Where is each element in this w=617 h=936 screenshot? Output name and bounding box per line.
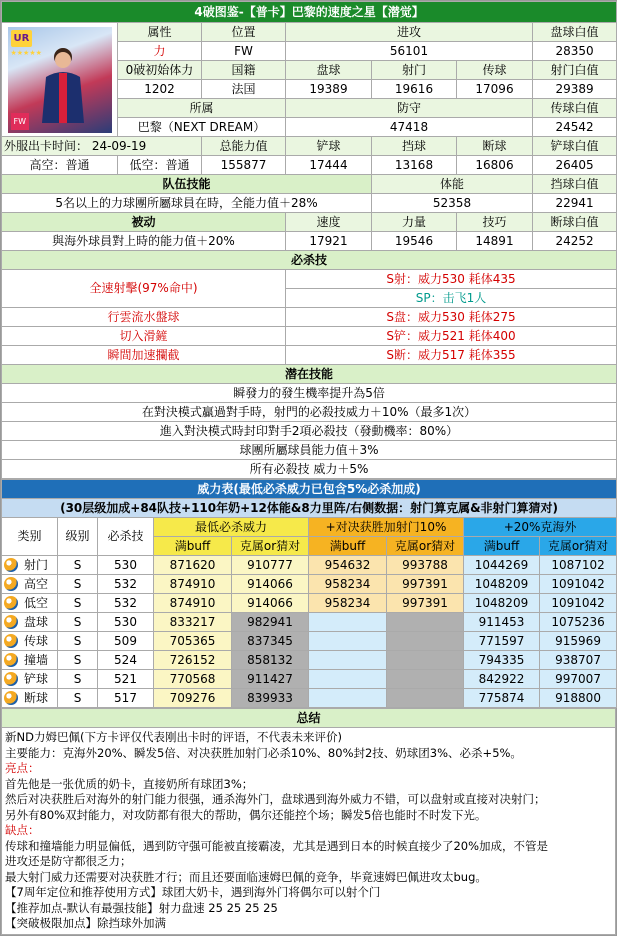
label-power: 力量 bbox=[372, 213, 457, 232]
summary-body bbox=[2, 728, 616, 935]
power-value: 1091042 bbox=[540, 594, 617, 613]
potential-item: 所有必殺技 威力＋5% bbox=[2, 460, 617, 479]
skill-name-2: 行雲流水盤球 bbox=[2, 308, 286, 327]
value-position: FW bbox=[202, 42, 286, 61]
header-low-power: 最低必杀威力 bbox=[154, 518, 309, 537]
power-level: S bbox=[58, 575, 98, 594]
label-dribble-base: 盘球白值 bbox=[533, 23, 617, 42]
header-overseas-bonus: +20%克海外 bbox=[464, 518, 617, 537]
power-skill: 530 bbox=[98, 613, 154, 632]
power-value: 954632 bbox=[309, 556, 387, 575]
power-value: 837345 bbox=[232, 632, 309, 651]
value-attribute: 力 bbox=[118, 42, 202, 61]
power-skill: 517 bbox=[98, 689, 154, 708]
power-value bbox=[387, 689, 464, 708]
skill-name-4: 瞬間加速攔截 bbox=[2, 346, 286, 365]
power-value: 1048209 bbox=[464, 594, 540, 613]
power-value: 911453 bbox=[464, 613, 540, 632]
summary-line: 【突破极限加点】除挡球外加满 bbox=[5, 916, 166, 930]
power-value: 871620 bbox=[154, 556, 232, 575]
power-value: 958234 bbox=[309, 594, 387, 613]
header-duel-bonus: +对决获胜加射门10% bbox=[309, 518, 464, 537]
label-nationality: 国籍 bbox=[202, 61, 286, 80]
label-technique: 技巧 bbox=[457, 213, 533, 232]
power-level: S bbox=[58, 689, 98, 708]
power-value: 915969 bbox=[540, 632, 617, 651]
power-value: 911427 bbox=[232, 670, 309, 689]
power-level: S bbox=[58, 651, 98, 670]
power-value: 914066 bbox=[232, 575, 309, 594]
power-value: 842922 bbox=[464, 670, 540, 689]
power-value bbox=[309, 670, 387, 689]
label-physical: 体能 bbox=[372, 175, 533, 194]
power-value: 914066 bbox=[232, 594, 309, 613]
power-type-label: 高空 bbox=[24, 576, 49, 591]
power-value: 1091042 bbox=[540, 575, 617, 594]
ball-icon bbox=[4, 577, 18, 591]
value-pass: 17096 bbox=[457, 80, 533, 99]
skill-name-3: 切入滑鏟 bbox=[2, 327, 286, 346]
power-value: 1075236 bbox=[540, 613, 617, 632]
label-team-skill: 队伍技能 bbox=[2, 175, 372, 194]
ball-icon bbox=[4, 672, 18, 686]
rarity-badge: UR bbox=[11, 30, 33, 47]
ball-icon bbox=[4, 691, 18, 705]
sub-full-buff: 满buff bbox=[464, 537, 540, 556]
power-value: 938707 bbox=[540, 651, 617, 670]
power-skill: 524 bbox=[98, 651, 154, 670]
summary-line: 传球和撞墙能力明显偏低，遇到防守强可能被直接霸凌，尤其是遇到日本的时候直接少了20%加成，不管是 bbox=[5, 838, 549, 853]
power-type bbox=[2, 613, 58, 632]
label-passive: 被动 bbox=[2, 213, 286, 232]
power-value: 858132 bbox=[232, 651, 309, 670]
potential-item: 在對決模式贏過對手時，射門的必殺技威力＋10%（最多1次） bbox=[2, 403, 617, 422]
power-value: 1048209 bbox=[464, 575, 540, 594]
power-value bbox=[309, 651, 387, 670]
power-value: 918800 bbox=[540, 689, 617, 708]
summary-line: 最大射门威力还需要对决获胜才行；而且还要面临速姆巴佩的竞争，毕竟速姆巴佩进攻太bug。 bbox=[5, 869, 487, 884]
summary-line: 另外有80%双封能力，对攻防都有很大的帮助，偶尔还能控个场；瞬发5倍也能时不时发下光。 bbox=[5, 807, 487, 822]
power-value bbox=[387, 670, 464, 689]
power-value bbox=[387, 651, 464, 670]
label-stamina: 0破初始体力 bbox=[118, 61, 202, 80]
sub-full-buff: 满buff bbox=[154, 537, 232, 556]
power-skill: 532 bbox=[98, 575, 154, 594]
power-skill: 530 bbox=[98, 556, 154, 575]
value-team-skill: 5名以上的力球團所屬球員在時，全能力值＋28% bbox=[2, 194, 372, 213]
ball-icon bbox=[4, 596, 18, 610]
potential-item: 球團所屬球員能力值＋3% bbox=[2, 441, 617, 460]
power-level: S bbox=[58, 594, 98, 613]
summary-line: 新ND力姆巴佩(下方卡评仅代表刚出卡时的评语，不代表未来评价) bbox=[5, 730, 342, 744]
power-type-label: 撞墙 bbox=[24, 652, 49, 667]
summary-line: 【推荐加点-默认有最强技能】射力盘速 25 25 25 25 bbox=[5, 900, 278, 915]
power-value bbox=[309, 613, 387, 632]
power-value: 726152 bbox=[154, 651, 232, 670]
power-skill: 532 bbox=[98, 594, 154, 613]
power-subtitle: (30层级加成+84队技+110年奶+12体能&8力里阵/右侧数据：射门算克属&非射门算猜对) bbox=[2, 499, 617, 518]
skill-effect-2: S盘：威力530 耗体275 bbox=[286, 308, 617, 327]
header-type: 类别 bbox=[2, 518, 58, 556]
power-value: 771597 bbox=[464, 632, 540, 651]
power-type-label: 低空 bbox=[24, 595, 49, 610]
player-figure-icon bbox=[38, 43, 88, 123]
stars-icon: ★★★★★ bbox=[10, 48, 42, 57]
power-type bbox=[2, 556, 58, 575]
power-value: 794335 bbox=[464, 651, 540, 670]
label-position: 位置 bbox=[202, 23, 286, 42]
label-pass: 传球 bbox=[457, 61, 533, 80]
power-value: 958234 bbox=[309, 575, 387, 594]
power-value: 874910 bbox=[154, 575, 232, 594]
info-table bbox=[1, 1, 617, 479]
value-dribble-base: 28350 bbox=[533, 42, 617, 61]
summary-weakness-label: 缺点： bbox=[5, 823, 40, 837]
skill-name-1: 全速射擊(97%命中) bbox=[2, 270, 286, 308]
release-date: 外服出卡时间： 24-09-19 bbox=[2, 137, 202, 156]
power-row bbox=[2, 632, 617, 651]
power-type bbox=[2, 632, 58, 651]
skills-header: 必杀技 bbox=[2, 251, 617, 270]
power-skill: 509 bbox=[98, 632, 154, 651]
power-row bbox=[2, 670, 617, 689]
value-speed: 17921 bbox=[286, 232, 372, 251]
power-value: 910777 bbox=[232, 556, 309, 575]
label-tackle: 铲球 bbox=[286, 137, 372, 156]
position-tag: FW bbox=[11, 113, 30, 130]
label-pass-base: 传球白值 bbox=[533, 99, 617, 118]
power-row bbox=[2, 651, 617, 670]
ball-icon bbox=[4, 615, 18, 629]
power-type-label: 射门 bbox=[24, 557, 49, 572]
value-technique: 14891 bbox=[457, 232, 533, 251]
summary-line: 【7周年定位和推荐使用方式】球团大奶卡，遇到海外门将偶尔可以射个门 bbox=[5, 885, 381, 899]
page-title: 4破图鉴-【普卡】巴黎的速度之星【潜觉】 bbox=[2, 2, 617, 23]
power-level: S bbox=[58, 670, 98, 689]
power-type-label: 铲球 bbox=[24, 671, 49, 686]
value-team: 巴黎（NEXT DREAM） bbox=[118, 118, 286, 137]
power-type-label: 盘球 bbox=[24, 614, 49, 629]
summary-line: 主要能力：克海外20%、瞬发5倍、对决获胜加射门必杀10%、80%封2技、奶球团3%、必杀+5%。 bbox=[5, 745, 522, 760]
power-value bbox=[387, 632, 464, 651]
power-row bbox=[2, 689, 617, 708]
label-dribble: 盘球 bbox=[286, 61, 372, 80]
power-type bbox=[2, 651, 58, 670]
power-type-label: 传球 bbox=[24, 633, 49, 648]
value-block-base: 22941 bbox=[533, 194, 617, 213]
power-value: 874910 bbox=[154, 594, 232, 613]
label-team: 所属 bbox=[118, 99, 286, 118]
skill-extra-1: SP：击飞1人 bbox=[286, 289, 617, 308]
power-table bbox=[1, 479, 617, 708]
value-shoot-base: 29389 bbox=[533, 80, 617, 99]
sub-full-buff: 满buff bbox=[309, 537, 387, 556]
value-physical: 52358 bbox=[372, 194, 533, 213]
value-total: 155877 bbox=[202, 156, 286, 175]
value-high-ball: 高空：普通 bbox=[2, 156, 118, 175]
summary-line: 进攻还是防守都很乏力； bbox=[5, 854, 132, 868]
power-value: 997391 bbox=[387, 575, 464, 594]
power-type bbox=[2, 670, 58, 689]
power-type bbox=[2, 575, 58, 594]
ball-icon bbox=[4, 653, 18, 667]
power-value bbox=[309, 632, 387, 651]
power-value: 997391 bbox=[387, 594, 464, 613]
power-row bbox=[2, 575, 617, 594]
card-portrait bbox=[2, 23, 118, 137]
ball-icon bbox=[4, 558, 18, 572]
power-type bbox=[2, 689, 58, 708]
value-pass-base: 24542 bbox=[533, 118, 617, 137]
power-value: 705365 bbox=[154, 632, 232, 651]
power-type-label: 断球 bbox=[24, 690, 49, 705]
power-value: 1087102 bbox=[540, 556, 617, 575]
power-skill: 521 bbox=[98, 670, 154, 689]
value-low-ball: 低空：普通 bbox=[118, 156, 202, 175]
sub-counter: 克属or猜对 bbox=[540, 537, 617, 556]
skill-effect-1: S射：威力530 耗体435 bbox=[286, 270, 617, 289]
power-type bbox=[2, 594, 58, 613]
label-attack: 进攻 bbox=[286, 23, 533, 42]
potential-item: 進入對決模式時封印對手2項必殺技（發動機率：80%） bbox=[2, 422, 617, 441]
value-stamina: 1202 bbox=[118, 80, 202, 99]
power-row bbox=[2, 613, 617, 632]
value-nationality: 法国 bbox=[202, 80, 286, 99]
summary-table bbox=[1, 708, 616, 935]
value-tackle-base: 26405 bbox=[533, 156, 617, 175]
summary-header: 总结 bbox=[2, 709, 616, 728]
label-defense: 防守 bbox=[286, 99, 533, 118]
power-value: 833217 bbox=[154, 613, 232, 632]
power-level: S bbox=[58, 632, 98, 651]
label-intercept-base: 断球白值 bbox=[533, 213, 617, 232]
power-value: 839933 bbox=[232, 689, 309, 708]
label-intercept: 断球 bbox=[457, 137, 533, 156]
power-title: 威力表(最低必杀威力已包含5%必杀加成) bbox=[2, 480, 617, 499]
value-power: 19546 bbox=[372, 232, 457, 251]
power-value: 770568 bbox=[154, 670, 232, 689]
power-level: S bbox=[58, 556, 98, 575]
sub-counter: 克属or猜对 bbox=[232, 537, 309, 556]
power-level: S bbox=[58, 613, 98, 632]
power-value: 993788 bbox=[387, 556, 464, 575]
sub-counter: 克属or猜对 bbox=[387, 537, 464, 556]
power-value: 1044269 bbox=[464, 556, 540, 575]
power-value: 775874 bbox=[464, 689, 540, 708]
label-total: 总能力值 bbox=[202, 137, 286, 156]
power-value bbox=[309, 689, 387, 708]
value-attack: 56101 bbox=[286, 42, 533, 61]
skill-effect-4: S断：威力517 耗体355 bbox=[286, 346, 617, 365]
value-passive: 與海外球員對上時的能力值＋20% bbox=[2, 232, 286, 251]
power-value bbox=[387, 613, 464, 632]
value-block: 13168 bbox=[372, 156, 457, 175]
summary-highlight-label: 亮点： bbox=[5, 761, 40, 775]
summary-line: 然后对决获胜后对海外的射门能力很强，通杀海外门，盘球遇到海外威力不错，可以盘射或直接对决射门； bbox=[5, 792, 546, 806]
value-shoot: 19616 bbox=[372, 80, 457, 99]
ball-icon bbox=[4, 634, 18, 648]
label-shoot-base: 射门白值 bbox=[533, 61, 617, 80]
value-defense: 47418 bbox=[286, 118, 533, 137]
header-level: 级别 bbox=[58, 518, 98, 556]
header-skill: 必杀技 bbox=[98, 518, 154, 556]
power-row bbox=[2, 594, 617, 613]
label-attribute: 属性 bbox=[118, 23, 202, 42]
power-value: 982941 bbox=[232, 613, 309, 632]
value-tackle: 17444 bbox=[286, 156, 372, 175]
value-intercept: 16806 bbox=[457, 156, 533, 175]
label-tackle-base: 铲球白值 bbox=[533, 137, 617, 156]
label-speed: 速度 bbox=[286, 213, 372, 232]
power-value: 997007 bbox=[540, 670, 617, 689]
power-value: 709276 bbox=[154, 689, 232, 708]
summary-line: 首先他是一张优质的奶卡，直接奶所有球团3%； bbox=[5, 776, 254, 791]
value-dribble: 19389 bbox=[286, 80, 372, 99]
skill-effect-3: S铲：威力521 耗体400 bbox=[286, 327, 617, 346]
value-intercept-base: 24252 bbox=[533, 232, 617, 251]
label-shoot: 射门 bbox=[372, 61, 457, 80]
potential-header: 潜在技能 bbox=[2, 365, 617, 384]
potential-item: 瞬發力的發生機率提升為5倍 bbox=[2, 384, 617, 403]
label-block-base: 挡球白值 bbox=[533, 175, 617, 194]
power-row bbox=[2, 556, 617, 575]
label-block: 挡球 bbox=[372, 137, 457, 156]
